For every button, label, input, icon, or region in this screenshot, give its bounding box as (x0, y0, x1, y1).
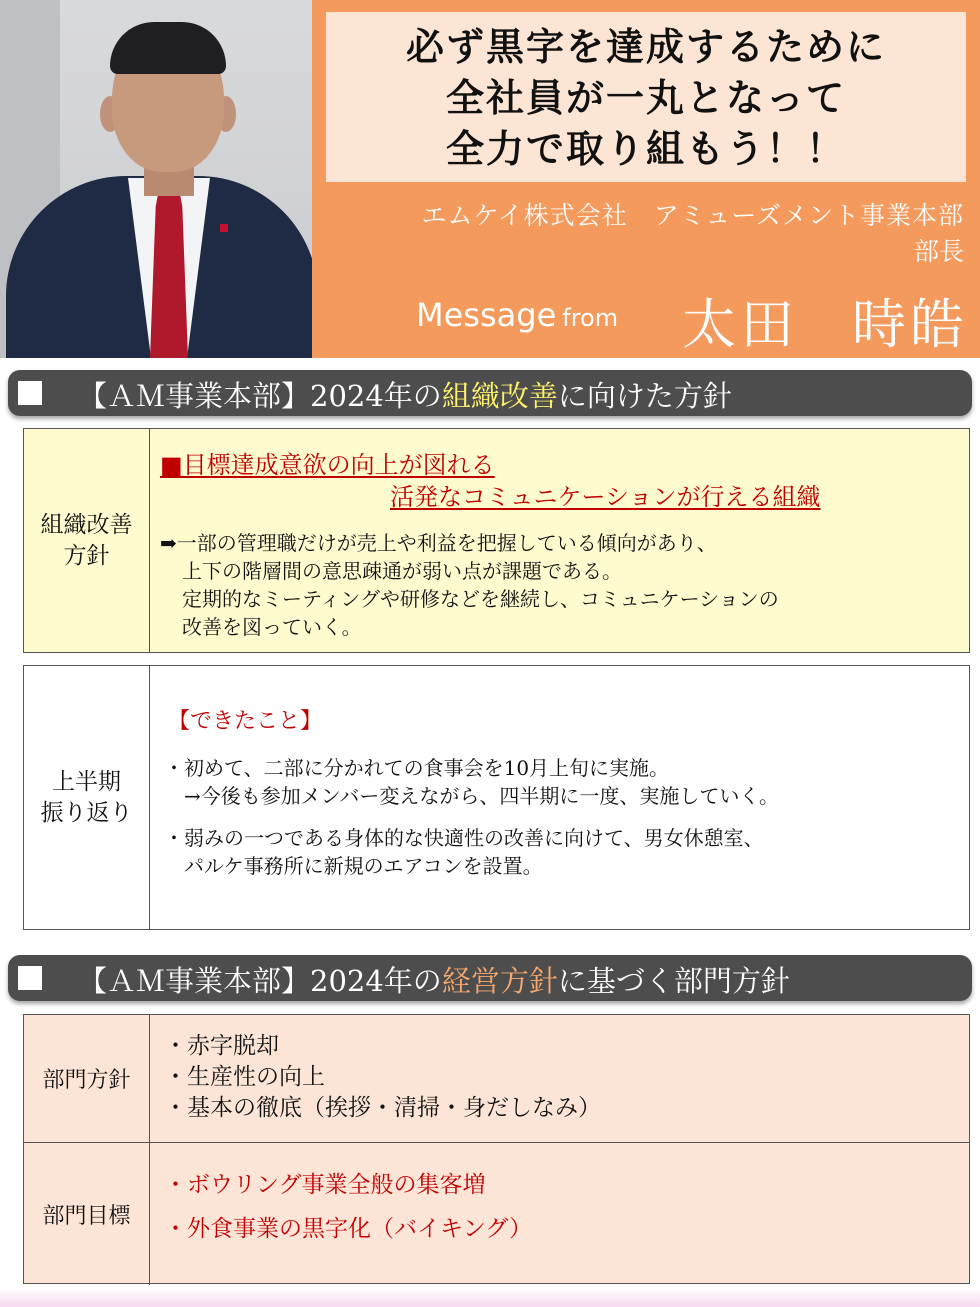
header-panel (312, 0, 980, 358)
section-heading-organization (8, 370, 972, 416)
section1-highlight: 組織改善 (441, 379, 558, 413)
section2-suffix: に基づく部門方針 (557, 964, 790, 998)
section2-highlight: 経営方針 (441, 964, 558, 998)
message-from (416, 296, 618, 334)
policy-body-line: 上下の階層間の意思疎通が弱い点が課題である。 (182, 559, 622, 583)
policy-headline-2: 活発なコミュニケーションが行える組織 (390, 483, 821, 511)
list-item: ・基本の徹底（挨拶・清掃・身だしなみ） (164, 1095, 601, 1121)
policy-content (150, 429, 969, 652)
slogan-box (326, 12, 966, 182)
company-name: エムケイ株式会社 アミューズメント事業本部 (421, 201, 964, 230)
policy-body-line: 定期的なミーティングや研修などを継続し、コミュニケーションの (182, 587, 779, 611)
department-policy-label: 部門方針 (24, 1015, 150, 1142)
review-subheading: 【できたこと】 (168, 709, 323, 734)
slogan-line-2: 全社員が一丸となって (445, 74, 846, 120)
department-policy-row (24, 1015, 969, 1143)
policy-table (23, 428, 970, 653)
review-item-sub: →今後も参加メンバー変えながら、四半期に一度、実施していく。 (184, 784, 779, 808)
list-item: ・外食事業の黒字化（バイキング） (164, 1216, 532, 1242)
bottom-gradient (0, 1288, 980, 1307)
list-item: ・ボウリング事業全般の集客増 (164, 1172, 486, 1198)
review-item-sub: パルケ事務所に新規のエアコンを設置。 (184, 854, 543, 878)
section-heading-department (8, 955, 972, 1001)
policy-label: 組織改善 方針 (24, 429, 150, 652)
square-bullet-icon (18, 381, 42, 405)
message-word: Message (416, 296, 557, 334)
section1-suffix: に向けた方針 (557, 379, 732, 413)
square-bullet-icon (18, 966, 42, 990)
role-title: 部長 (913, 237, 964, 266)
from-word: from (562, 304, 619, 332)
department-goal-label: 部門目標 (24, 1143, 150, 1285)
department-policy-items (164, 1031, 601, 1124)
review-item: ・弱みの一つである身体的な快適性の改善に向けて、男女休憩室、 (164, 826, 764, 850)
review-label: 上半期 振り返り (24, 666, 150, 929)
review-item: ・初めて、二部に分かれての食事会を10月上旬に実施。 (164, 756, 670, 780)
review-table (23, 665, 970, 930)
department-table (23, 1014, 970, 1284)
section1-prefix: 【ＡＭ事業本部】2024年の (78, 379, 442, 413)
department-goal-items (164, 1163, 532, 1251)
policy-body (160, 529, 779, 641)
list-item: ・生産性の向上 (164, 1064, 325, 1090)
portrait-photo (0, 0, 312, 358)
review-body (164, 754, 779, 880)
policy-body-line: 改善を図っていく。 (182, 615, 362, 639)
review-content (150, 666, 969, 929)
list-item: ・赤字脱却 (164, 1033, 279, 1059)
slogan-line-3: 全力で取り組もう！！ (445, 125, 846, 171)
department-goal-row (24, 1143, 969, 1285)
name-given: 時皓 (852, 293, 968, 356)
policy-headline-1: ■目標達成意欲の向上が図れる (160, 451, 495, 479)
slogan-line-1: 必ず黒字を達成するために (405, 23, 886, 69)
policy-body-line: ➡一部の管理職だけが売上や利益を把握している傾向があり、 (160, 531, 717, 555)
person-name (682, 282, 968, 359)
name-family: 太田 (682, 293, 798, 356)
section2-prefix: 【ＡＭ事業本部】2024年の (78, 964, 442, 998)
